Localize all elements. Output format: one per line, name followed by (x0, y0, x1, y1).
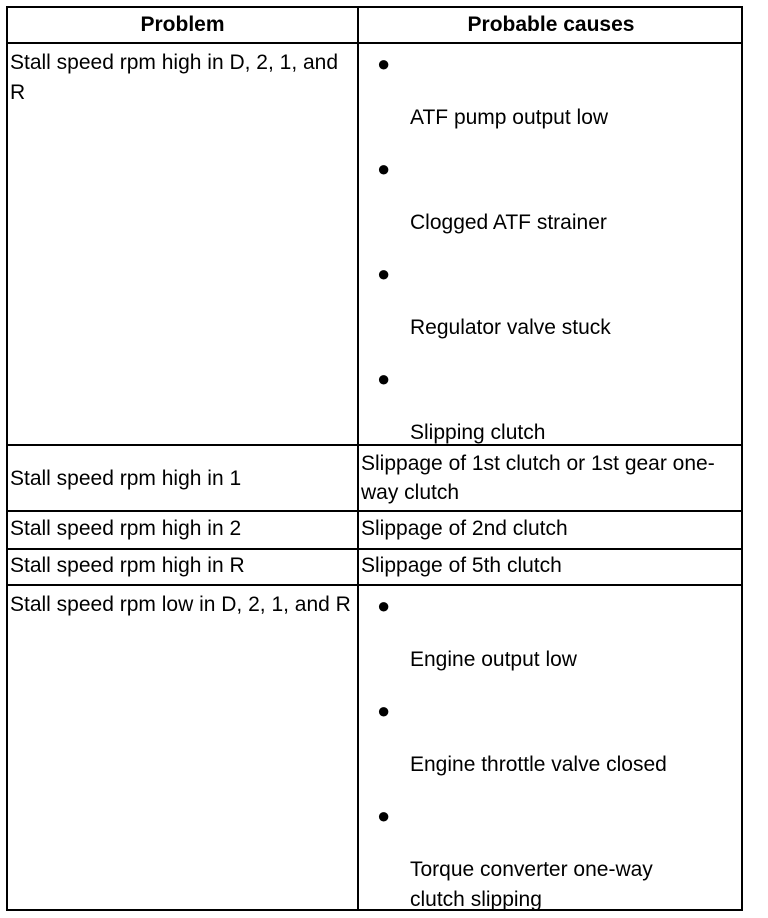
cause-item: ATF pump output low (410, 106, 609, 129)
row1-problem: Stall speed rpm high in D, 2, 1, and R (10, 51, 339, 104)
row5-problem: Stall speed rpm low in D, 2, 1, and R (10, 593, 351, 616)
cause-item: Clogged ATF strainer (410, 211, 607, 234)
cause-item: Engine output low (410, 648, 577, 671)
row4-cause: Slippage of 5th clutch (361, 554, 562, 577)
bullet-icon: ● (377, 51, 391, 76)
header-divider (8, 42, 741, 44)
bullet-icon: ● (377, 366, 391, 391)
header-problem: Problem (140, 13, 225, 36)
cause-item: Engine throttle valve closed (410, 753, 667, 776)
row-divider (8, 548, 741, 550)
row2-problem: Stall speed rpm high in 1 (10, 467, 242, 490)
row2-cause: Slippage of 1st clutch or 1st gear one-way clutch (361, 452, 715, 504)
cause-item: Regulator valve stuck (410, 316, 611, 339)
header-probable-causes: Probable causes (467, 13, 635, 36)
row4-problem: Stall speed rpm high in R (10, 554, 245, 577)
bullet-icon: ● (377, 261, 391, 286)
cause-item: Slipping clutch (410, 421, 546, 444)
row3-cause: Slippage of 2nd clutch (361, 517, 568, 540)
row-divider (8, 510, 741, 512)
row-divider (8, 444, 741, 446)
bullet-icon: ● (377, 593, 391, 618)
row3-problem: Stall speed rpm high in 2 (10, 517, 242, 540)
bullet-icon: ● (377, 698, 391, 723)
bullet-icon: ● (377, 156, 391, 181)
cause-item: Torque converter one-way clutch slipping (410, 858, 653, 911)
bullet-icon: ● (377, 803, 391, 828)
row-divider (8, 584, 741, 586)
column-divider (357, 8, 359, 909)
troubleshooting-table (6, 6, 743, 911)
